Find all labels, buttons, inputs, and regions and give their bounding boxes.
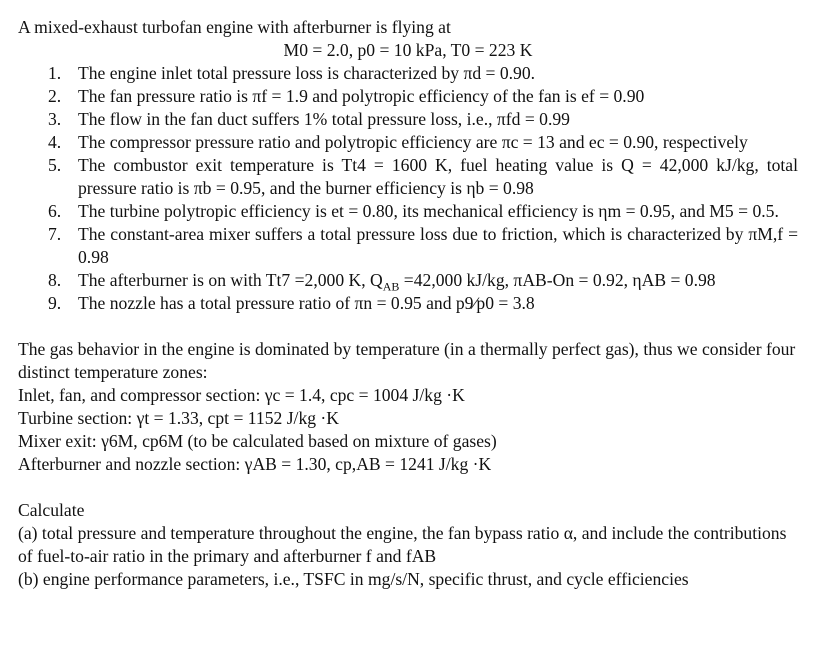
item-text: The engine inlet total pressure loss is characterized by πd = 0.90. <box>78 63 536 83</box>
item-text: The flow in the fan duct suffers 1% total pressure loss, i.e., πfd = 0.99 <box>78 109 570 129</box>
item-text: The turbine polytropic efficiency is et = 0.80, its mechanical efficiency is ηm = 0.95, and M5 = 0.5. <box>78 201 779 221</box>
calc-heading: Calculate <box>18 500 85 520</box>
item-number: 3. <box>48 109 62 129</box>
gas-zone-mixer: Mixer exit: γ6M, cp6M (to be calculated based on mixture of gases) <box>18 431 497 451</box>
item-text-subscript: AB <box>382 279 400 294</box>
list-item <box>18 292 798 315</box>
list-item <box>18 269 798 292</box>
spacer <box>18 315 798 338</box>
list-item <box>18 108 798 131</box>
list-item <box>18 223 798 269</box>
list-item <box>18 62 798 85</box>
item-number: 1. <box>48 63 62 83</box>
gas-zone-turbine: Turbine section: γt = 1.33, cpt = 1152 J/kg ·K <box>18 408 339 428</box>
item-text: The combustor exit temperature is Tt4 = 1600 K, fuel heating value is Q = 42,000 kJ/kg, total pressure ratio is πb = 0.95, and the burner efficiency is ηb = 0.98 <box>78 155 798 198</box>
calc-part-b: (b) engine performance parameters, i.e., TSFC in mg/s/N, specific thrust, and cycle efficiencies <box>18 569 689 589</box>
item-text-post: =42,000 kJ/kg, πAB-On = 0.92, ηAB = 0.98 <box>399 270 716 290</box>
item-number: 6. <box>48 201 62 221</box>
intro-line: A mixed-exhaust turbofan engine with afterburner is flying at <box>18 17 451 37</box>
spacer <box>18 476 798 499</box>
item-number: 5. <box>48 155 62 175</box>
item-text-pre: The afterburner is on with Tt7 =2,000 K, Q <box>78 270 383 290</box>
item-text: The nozzle has a total pressure ratio of πn = 0.95 and p9∕p0 = 3.8 <box>78 293 535 313</box>
gas-zone-inlet: Inlet, fan, and compressor section: γc = 1.4, cpc = 1004 J/kg ·K <box>18 385 465 405</box>
gas-zone-afterburner: Afterburner and nozzle section: γAB = 1.30, cp,AB = 1241 J/kg ·K <box>18 454 492 474</box>
item-text: The compressor pressure ratio and polytropic efficiency are πc = 13 and ec = 0.90, respectively <box>78 132 748 152</box>
list-item <box>18 85 798 108</box>
item-number: 9. <box>48 293 62 313</box>
list-item <box>18 154 798 200</box>
item-number: 2. <box>48 86 62 106</box>
item-number: 8. <box>48 270 62 290</box>
given-list <box>18 62 798 315</box>
item-number: 7. <box>48 224 62 244</box>
list-item <box>18 200 798 223</box>
item-number: 4. <box>48 132 62 152</box>
item-text: The fan pressure ratio is πf = 1.9 and polytropic efficiency of the fan is ef = 0.90 <box>78 86 645 106</box>
calc-part-a: (a) total pressure and temperature throughout the engine, the fan bypass ratio α, and include the contributions of fuel-to-air ratio in the primary and afterburner f and fAB <box>18 523 787 566</box>
flight-conditions: M0 = 2.0, p0 = 10 kPa, T0 = 223 K <box>283 40 533 60</box>
list-item <box>18 131 798 154</box>
item-text: The constant-area mixer suffers a total pressure loss due to friction, which is characterized by πM,f = 0.98 <box>78 224 798 267</box>
gas-intro: The gas behavior in the engine is dominated by temperature (in a thermally perfect gas), thus we consider four distinct temperature zones: <box>18 339 796 382</box>
